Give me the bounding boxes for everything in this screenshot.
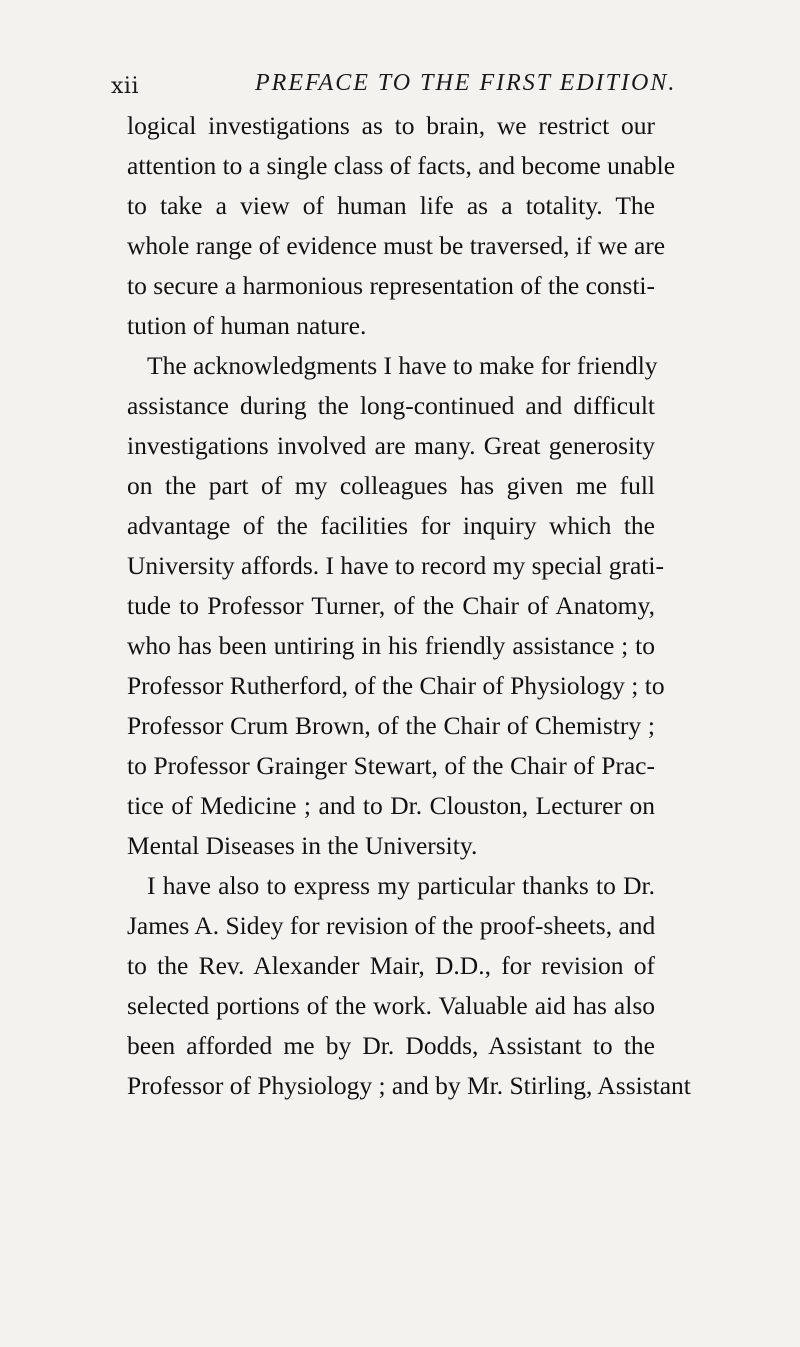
text-line: Professor Rutherford, of the Chair of Physiology ; to [127,671,665,700]
text-line: to the Rev. Alexander Mair, D.D., for revision of [127,951,655,980]
running-head: PREFACE TO THE FIRST EDITION. [255,70,677,96]
text-line: I have also to express my particular thanks to Dr. [147,871,655,900]
text-line: tution of human nature. [127,311,367,340]
text-line: James A. Sidey for revision of the proof-sheets, and [127,911,656,940]
text-line: assistance during the long-continued and difficult [127,391,655,420]
text-line: selected portions of the work. Valuable aid has also [127,991,655,1020]
page-header [0,62,800,102]
text-line: University affords. I have to record my special grati- [127,551,664,580]
text-line: tude to Professor Turner, of the Chair of Anatomy, [127,591,655,620]
page-number: xii [111,74,139,99]
text-line: been afforded me by Dr. Dodds, Assistant to the [127,1031,655,1060]
text-line: attention to a single class of facts, and become unable [127,151,676,180]
text-line: Professor Crum Brown, of the Chair of Chemistry ; [127,711,655,740]
text-line: to Professor Grainger Stewart, of the Chair of Prac- [127,751,655,780]
text-line: investigations involved are many. Great generosity [127,431,655,460]
body-text [127,106,691,1106]
text-line: logical investigations as to brain, we restrict our [127,111,655,140]
text-line: to secure a harmonious representation of the consti- [127,271,655,300]
text-line: to take a view of human life as a totality. The [127,191,655,220]
text-line: The acknowledgments I have to make for friendly [147,351,658,380]
text-line: Professor of Physiology ; and by Mr. Stirling, Assistant [127,1071,691,1100]
text-line: whole range of evidence must be traversed, if we are [127,231,666,260]
text-line: tice of Medicine ; and to Dr. Clouston, Lecturer on [127,791,655,820]
text-line: who has been untiring in his friendly assistance ; to [127,631,655,660]
text-line: Mental Diseases in the University. [127,831,478,860]
text-line: on the part of my colleagues has given me full [127,471,655,500]
text-line: advantage of the facilities for inquiry which the [127,511,655,540]
